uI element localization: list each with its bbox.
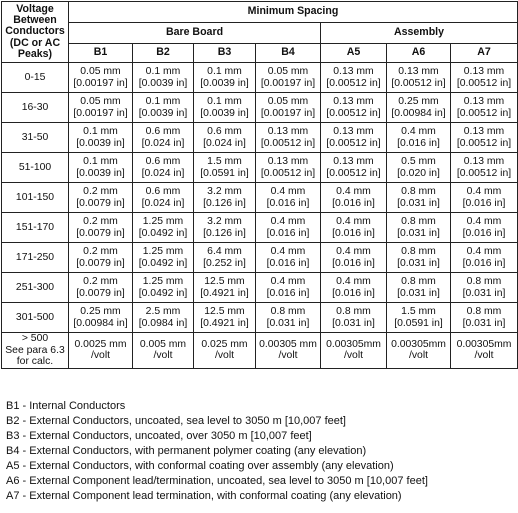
- legend: [6, 399, 428, 504]
- voltage-range-text: 251-300: [15, 281, 55, 293]
- spacing-value-in: [0.00512 in]: [456, 107, 512, 119]
- spacing-value-mm: 0.4 mm: [336, 216, 371, 227]
- voltage-range-cell: [2, 93, 69, 123]
- spacing-value-mm: 0.4 mm: [336, 246, 371, 257]
- spacing-value-in: [0.00512 in]: [326, 107, 381, 119]
- minimum-spacing-table: [1, 1, 518, 369]
- voltage-range-text: 101-150: [15, 191, 55, 203]
- spacing-value-mm: 0.8 mm: [401, 216, 436, 227]
- spacing-value-in: [0.00512 in]: [456, 137, 512, 149]
- spacing-value-in: [0.4921 in]: [200, 287, 249, 299]
- spacing-value-mm: 0.13 mm: [267, 156, 309, 167]
- spacing-value-in: [0.0492 in]: [138, 227, 188, 239]
- spacing-value-cell: [256, 243, 321, 273]
- spacing-value-cell: [69, 93, 133, 123]
- spacing-value-in: [0.00197 in]: [73, 77, 128, 89]
- table-row: [2, 273, 518, 303]
- spacing-value-mm: 0.13 mm: [398, 66, 439, 77]
- spacing-value-mm: 0.4 mm: [270, 186, 306, 197]
- legend-item: A7 - External Component lead termination, with conformal coating (any elevation): [6, 490, 402, 502]
- spacing-value-cell: [256, 63, 321, 93]
- spacing-value-in: [0.00512 in]: [260, 167, 316, 179]
- spacing-value-mm: 0.25 mm: [398, 96, 439, 107]
- spacing-value-cell: [451, 303, 518, 333]
- spacing-value-mm: 0.1 mm: [207, 66, 242, 77]
- spacing-value-cell: [133, 333, 194, 369]
- voltage-range-text: > 500: [21, 333, 49, 344]
- spacing-value-mm: 3.2 mm: [207, 186, 242, 197]
- voltage-range-cell: [2, 123, 69, 153]
- spacing-value-cell: [256, 333, 321, 369]
- spacing-value-cell: [194, 183, 256, 213]
- legend-item: A6 - External Component lead/termination, uncoated, sea level to 3050 m [10,007 feet]: [6, 475, 428, 487]
- spacing-value-in: [0.0079 in]: [76, 287, 125, 299]
- spacing-value-in: [0.126 in]: [203, 197, 246, 209]
- spacing-value-mm: 0.13 mm: [333, 156, 374, 167]
- spacing-value-mm: 0.4 mm: [270, 216, 306, 227]
- spacing-value-mm: 0.025 mm: [201, 338, 248, 350]
- voltage-range-text: 16-30: [21, 101, 49, 113]
- column-header-a6: A6: [387, 44, 451, 63]
- column-header-a7: A7: [451, 44, 518, 63]
- spacing-value-mm: 1.5 mm: [401, 306, 436, 317]
- spacing-value-in: [0.00512 in]: [260, 137, 316, 149]
- spacing-value-mm: 0.2 mm: [83, 216, 118, 227]
- spacing-value-in: [0.0079 in]: [76, 197, 125, 209]
- voltage-range-text: 171-250: [15, 251, 55, 263]
- spacing-value-cell: [133, 63, 194, 93]
- spacing-value-cell: [194, 213, 256, 243]
- spacing-value-mm: 0.1 mm: [145, 96, 181, 107]
- spacing-value-cell: [451, 183, 518, 213]
- spacing-value-cell: [133, 93, 194, 123]
- spacing-value-mm: 0.6 mm: [145, 126, 181, 137]
- spacing-value-in: [0.016 in]: [462, 257, 506, 269]
- voltage-range-cell: [2, 63, 69, 93]
- spacing-value-cell: [451, 153, 518, 183]
- spacing-value-in: [0.0492 in]: [138, 257, 188, 269]
- spacing-value-in: [0.126 in]: [203, 227, 246, 239]
- spacing-value-cell: [194, 93, 256, 123]
- spacing-value-in: /volt: [90, 350, 111, 362]
- spacing-value-mm: 0.4 mm: [466, 216, 502, 227]
- table-row: [2, 333, 518, 369]
- spacing-value-in: [0.0591 in]: [200, 167, 249, 179]
- spacing-value-mm: 0.13 mm: [267, 126, 309, 137]
- legend-item: B2 - External Conductors, uncoated, sea level to 3050 m [10,007 feet]: [6, 415, 346, 427]
- spacing-value-mm: 0.00305mm: [391, 338, 446, 350]
- spacing-value-in: [0.016 in]: [266, 197, 310, 209]
- spacing-value-cell: [69, 123, 133, 153]
- spacing-value-cell: [387, 153, 451, 183]
- spacing-value-cell: [321, 63, 387, 93]
- spacing-value-in: [0.0079 in]: [76, 227, 125, 239]
- spacing-value-in: /volt: [474, 350, 494, 362]
- voltage-header: Voltage Between Conductors (DC or AC Peaks): [2, 2, 69, 63]
- bare-board-header: Bare Board: [69, 23, 321, 44]
- spacing-value-cell: [451, 93, 518, 123]
- spacing-value-cell: [256, 93, 321, 123]
- spacing-value-cell: [451, 243, 518, 273]
- voltage-range-text: See para 6.3: [5, 344, 65, 356]
- spacing-value-cell: [387, 303, 451, 333]
- spacing-value-mm: 0.8 mm: [466, 306, 502, 317]
- column-header-a5: A5: [321, 44, 387, 63]
- spacing-value-cell: [133, 243, 194, 273]
- spacing-value-mm: 0.2 mm: [83, 246, 118, 257]
- spacing-value-mm: 0.13 mm: [333, 126, 374, 137]
- spacing-value-cell: [194, 273, 256, 303]
- voltage-range-cell: [2, 153, 69, 183]
- column-header-b2: B2: [133, 44, 194, 63]
- voltage-range-text: 151-170: [15, 221, 55, 233]
- spacing-value-in: [0.016 in]: [332, 287, 375, 299]
- spacing-value-in: [0.016 in]: [266, 227, 310, 239]
- spacing-value-mm: 1.25 mm: [142, 246, 184, 257]
- column-header-b1: B1: [69, 44, 133, 63]
- column-header-b3: B3: [194, 44, 256, 63]
- voltage-range-cell: [2, 333, 69, 369]
- spacing-value-cell: [69, 183, 133, 213]
- spacing-value-mm: 0.4 mm: [270, 246, 306, 257]
- spacing-value-cell: [69, 333, 133, 369]
- spacing-value-in: [0.00984 in]: [391, 107, 446, 119]
- spacing-value-in: [0.0039 in]: [138, 107, 188, 119]
- voltage-range-text: for calc.: [16, 356, 54, 367]
- table-row: [2, 303, 518, 333]
- spacing-value-mm: 0.13 mm: [463, 96, 505, 107]
- spacing-value-mm: 0.8 mm: [336, 306, 371, 317]
- spacing-value-cell: [321, 123, 387, 153]
- spacing-value-mm: 0.13 mm: [463, 66, 505, 77]
- spacing-value-in: [0.016 in]: [266, 257, 310, 269]
- spacing-value-cell: [256, 213, 321, 243]
- voltage-range-text: 301-500: [15, 311, 55, 323]
- spacing-value-mm: 0.25 mm: [80, 306, 121, 317]
- spacing-value-cell: [256, 273, 321, 303]
- spacing-value-in: [0.024 in]: [141, 197, 185, 209]
- table-row: [2, 93, 518, 123]
- spacing-value-cell: [133, 183, 194, 213]
- spacing-value-mm: 0.4 mm: [401, 126, 436, 137]
- legend-item: B1 - Internal Conductors: [6, 400, 126, 412]
- spacing-value-mm: 0.13 mm: [463, 126, 505, 137]
- spacing-value-in: /volt: [214, 350, 235, 362]
- spacing-value-in: [0.0039 in]: [76, 167, 125, 179]
- spacing-value-in: [0.00512 in]: [326, 167, 381, 179]
- spacing-value-cell: [194, 303, 256, 333]
- spacing-value-cell: [451, 273, 518, 303]
- spacing-value-in: [0.00512 in]: [456, 167, 512, 179]
- spacing-value-cell: [387, 123, 451, 153]
- spacing-value-cell: [256, 183, 321, 213]
- spacing-value-mm: 0.1 mm: [83, 126, 118, 137]
- spacing-value-in: [0.0591 in]: [394, 317, 443, 329]
- spacing-value-in: [0.016 in]: [266, 287, 310, 299]
- spacing-value-cell: [256, 303, 321, 333]
- voltage-range-cell: [2, 243, 69, 273]
- table-row: [2, 153, 518, 183]
- spacing-value-in: [0.031 in]: [397, 257, 440, 269]
- spacing-value-cell: [387, 213, 451, 243]
- spacing-value-cell: [321, 183, 387, 213]
- spacing-value-mm: 0.13 mm: [333, 96, 374, 107]
- spacing-value-in: /volt: [153, 350, 173, 362]
- spacing-value-in: [0.024 in]: [141, 167, 185, 179]
- spacing-value-in: [0.0039 in]: [76, 137, 125, 149]
- table-row: [2, 243, 518, 273]
- spacing-value-mm: 12.5 mm: [204, 306, 245, 317]
- spacing-value-mm: 1.25 mm: [142, 216, 184, 227]
- spacing-value-mm: 0.4 mm: [336, 186, 371, 197]
- spacing-value-cell: [451, 63, 518, 93]
- spacing-value-in: [0.031 in]: [332, 317, 375, 329]
- voltage-range-text: 0-15: [24, 71, 46, 83]
- spacing-value-mm: 0.4 mm: [270, 276, 306, 287]
- spacing-value-cell: [69, 303, 133, 333]
- spacing-value-mm: 0.00305 mm: [259, 338, 317, 350]
- spacing-value-mm: 0.4 mm: [336, 276, 371, 287]
- spacing-value-cell: [194, 123, 256, 153]
- spacing-value-cell: [387, 243, 451, 273]
- spacing-value-in: [0.031 in]: [462, 317, 506, 329]
- spacing-value-cell: [69, 243, 133, 273]
- spacing-value-in: /volt: [408, 350, 429, 362]
- spacing-value-mm: 1.5 mm: [207, 156, 242, 167]
- spacing-value-mm: 0.4 mm: [466, 246, 502, 257]
- spacing-value-mm: 0.6 mm: [145, 186, 181, 197]
- spacing-value-in: [0.0039 in]: [200, 77, 249, 89]
- voltage-range-cell: [2, 303, 69, 333]
- voltage-range-cell: [2, 183, 69, 213]
- spacing-value-cell: [321, 333, 387, 369]
- spacing-value-mm: 0.13 mm: [333, 66, 374, 77]
- spacing-value-cell: [133, 153, 194, 183]
- spacing-value-cell: [194, 153, 256, 183]
- spacing-value-cell: [256, 153, 321, 183]
- spacing-value-in: [0.00197 in]: [73, 107, 128, 119]
- legend-item: B3 - External Conductors, uncoated, over 3050 m [10,007 feet]: [6, 430, 312, 442]
- spacing-value-in: [0.020 in]: [397, 167, 440, 179]
- spacing-value-in: [0.00197 in]: [260, 77, 316, 89]
- voltage-range-cell: [2, 213, 69, 243]
- spacing-value-mm: 0.05 mm: [80, 66, 121, 77]
- spacing-value-cell: [321, 153, 387, 183]
- spacing-value-cell: [133, 303, 194, 333]
- spacing-value-mm: 0.00305mm: [326, 338, 381, 350]
- spacing-value-cell: [451, 213, 518, 243]
- spacing-value-in: /volt: [343, 350, 364, 362]
- spacing-value-mm: 2.5 mm: [145, 306, 181, 317]
- spacing-value-cell: [387, 93, 451, 123]
- spacing-value-mm: 0.5 mm: [401, 156, 436, 167]
- spacing-value-in: [0.031 in]: [397, 227, 440, 239]
- spacing-value-in: [0.016 in]: [397, 137, 440, 149]
- spacing-value-mm: 0.1 mm: [207, 96, 242, 107]
- spacing-value-in: [0.031 in]: [266, 317, 310, 329]
- table-row: [2, 183, 518, 213]
- spacing-value-mm: 12.5 mm: [204, 276, 245, 287]
- spacing-value-cell: [133, 123, 194, 153]
- spacing-value-mm: 0.00305mm: [456, 338, 512, 350]
- spacing-value-cell: [133, 213, 194, 243]
- spacing-value-cell: [69, 63, 133, 93]
- spacing-value-mm: 0.8 mm: [270, 306, 306, 317]
- spacing-value-cell: [321, 93, 387, 123]
- spacing-value-in: [0.031 in]: [462, 287, 506, 299]
- spacing-value-cell: [451, 123, 518, 153]
- spacing-value-in: [0.00197 in]: [260, 107, 316, 119]
- table-row: [2, 213, 518, 243]
- spacing-value-in: [0.0492 in]: [138, 287, 188, 299]
- assembly-header: Assembly: [321, 23, 518, 44]
- spacing-value-mm: 0.6 mm: [207, 126, 242, 137]
- spacing-value-in: [0.0079 in]: [76, 257, 125, 269]
- spacing-value-mm: 0.8 mm: [401, 186, 436, 197]
- spacing-value-mm: 0.13 mm: [463, 156, 505, 167]
- spacing-value-mm: 0.4 mm: [466, 186, 502, 197]
- spacing-value-cell: [69, 213, 133, 243]
- spacing-value-cell: [387, 63, 451, 93]
- table-row: [2, 123, 518, 153]
- spacing-value-mm: 0.05 mm: [80, 96, 121, 107]
- spacing-value-cell: [321, 273, 387, 303]
- spacing-value-mm: 6.4 mm: [207, 246, 242, 257]
- spacing-value-in: [0.024 in]: [141, 137, 185, 149]
- spacing-value-mm: 1.25 mm: [142, 276, 184, 287]
- spacing-value-in: [0.016 in]: [332, 197, 375, 209]
- spacing-value-in: [0.252 in]: [203, 257, 246, 269]
- spacing-value-in: [0.016 in]: [462, 197, 506, 209]
- spacing-value-mm: 0.05 mm: [267, 96, 309, 107]
- minimum-spacing-header: Minimum Spacing: [69, 2, 518, 23]
- spacing-value-cell: [69, 153, 133, 183]
- spacing-value-mm: 0.1 mm: [145, 66, 181, 77]
- spacing-value-mm: 0.6 mm: [145, 156, 181, 167]
- spacing-value-cell: [387, 273, 451, 303]
- voltage-range-text: 31-50: [21, 131, 49, 143]
- spacing-value-mm: 3.2 mm: [207, 216, 242, 227]
- legend-item: B4 - External Conductors, with permanent polymer coating (any elevation): [6, 445, 367, 457]
- spacing-value-mm: 0.005 mm: [139, 338, 187, 350]
- spacing-value-cell: [321, 213, 387, 243]
- table-body: [2, 63, 518, 369]
- voltage-range-cell: [2, 273, 69, 303]
- spacing-value-in: [0.0039 in]: [200, 107, 249, 119]
- spacing-value-mm: 0.2 mm: [83, 276, 118, 287]
- table-header: [2, 2, 518, 63]
- spacing-value-in: /volt: [278, 350, 298, 362]
- spacing-value-cell: [451, 333, 518, 369]
- spacing-value-in: [0.016 in]: [332, 227, 375, 239]
- spacing-value-in: [0.024 in]: [203, 137, 246, 149]
- spacing-value-in: [0.00512 in]: [456, 77, 512, 89]
- spacing-value-cell: [194, 243, 256, 273]
- spacing-value-in: [0.0984 in]: [138, 317, 188, 329]
- spacing-value-cell: [387, 183, 451, 213]
- spacing-value-in: [0.016 in]: [462, 227, 506, 239]
- spacing-value-in: [0.00512 in]: [326, 137, 381, 149]
- spacing-value-in: [0.031 in]: [397, 197, 440, 209]
- column-header-b4: B4: [256, 44, 321, 63]
- spacing-value-cell: [256, 123, 321, 153]
- spacing-value-in: [0.00512 in]: [391, 77, 446, 89]
- spacing-value-cell: [194, 63, 256, 93]
- spacing-value-mm: 0.8 mm: [401, 276, 436, 287]
- spacing-value-mm: 0.8 mm: [466, 276, 502, 287]
- spacing-value-in: [0.031 in]: [397, 287, 440, 299]
- spacing-value-cell: [69, 273, 133, 303]
- spacing-value-cell: [194, 333, 256, 369]
- spacing-value-cell: [133, 273, 194, 303]
- spacing-value-mm: 0.1 mm: [83, 156, 118, 167]
- spacing-value-mm: 0.8 mm: [401, 246, 436, 257]
- spacing-value-in: [0.0039 in]: [138, 77, 188, 89]
- spacing-value-in: [0.00984 in]: [73, 317, 128, 329]
- spacing-value-in: [0.00512 in]: [326, 77, 381, 89]
- spacing-value-in: [0.4921 in]: [200, 317, 249, 329]
- spacing-value-cell: [321, 303, 387, 333]
- spacing-value-in: [0.016 in]: [332, 257, 375, 269]
- spacing-value-cell: [321, 243, 387, 273]
- legend-item: A5 - External Conductors, with conformal coating over assembly (any elevation): [6, 460, 394, 472]
- spacing-value-mm: 0.0025 mm: [74, 338, 127, 350]
- voltage-range-text: 51-100: [18, 161, 52, 173]
- column-header-row: [2, 44, 518, 63]
- spacing-value-mm: 0.2 mm: [83, 186, 118, 197]
- table-row: [2, 63, 518, 93]
- spacing-value-cell: [387, 333, 451, 369]
- spacing-value-mm: 0.05 mm: [267, 66, 309, 77]
